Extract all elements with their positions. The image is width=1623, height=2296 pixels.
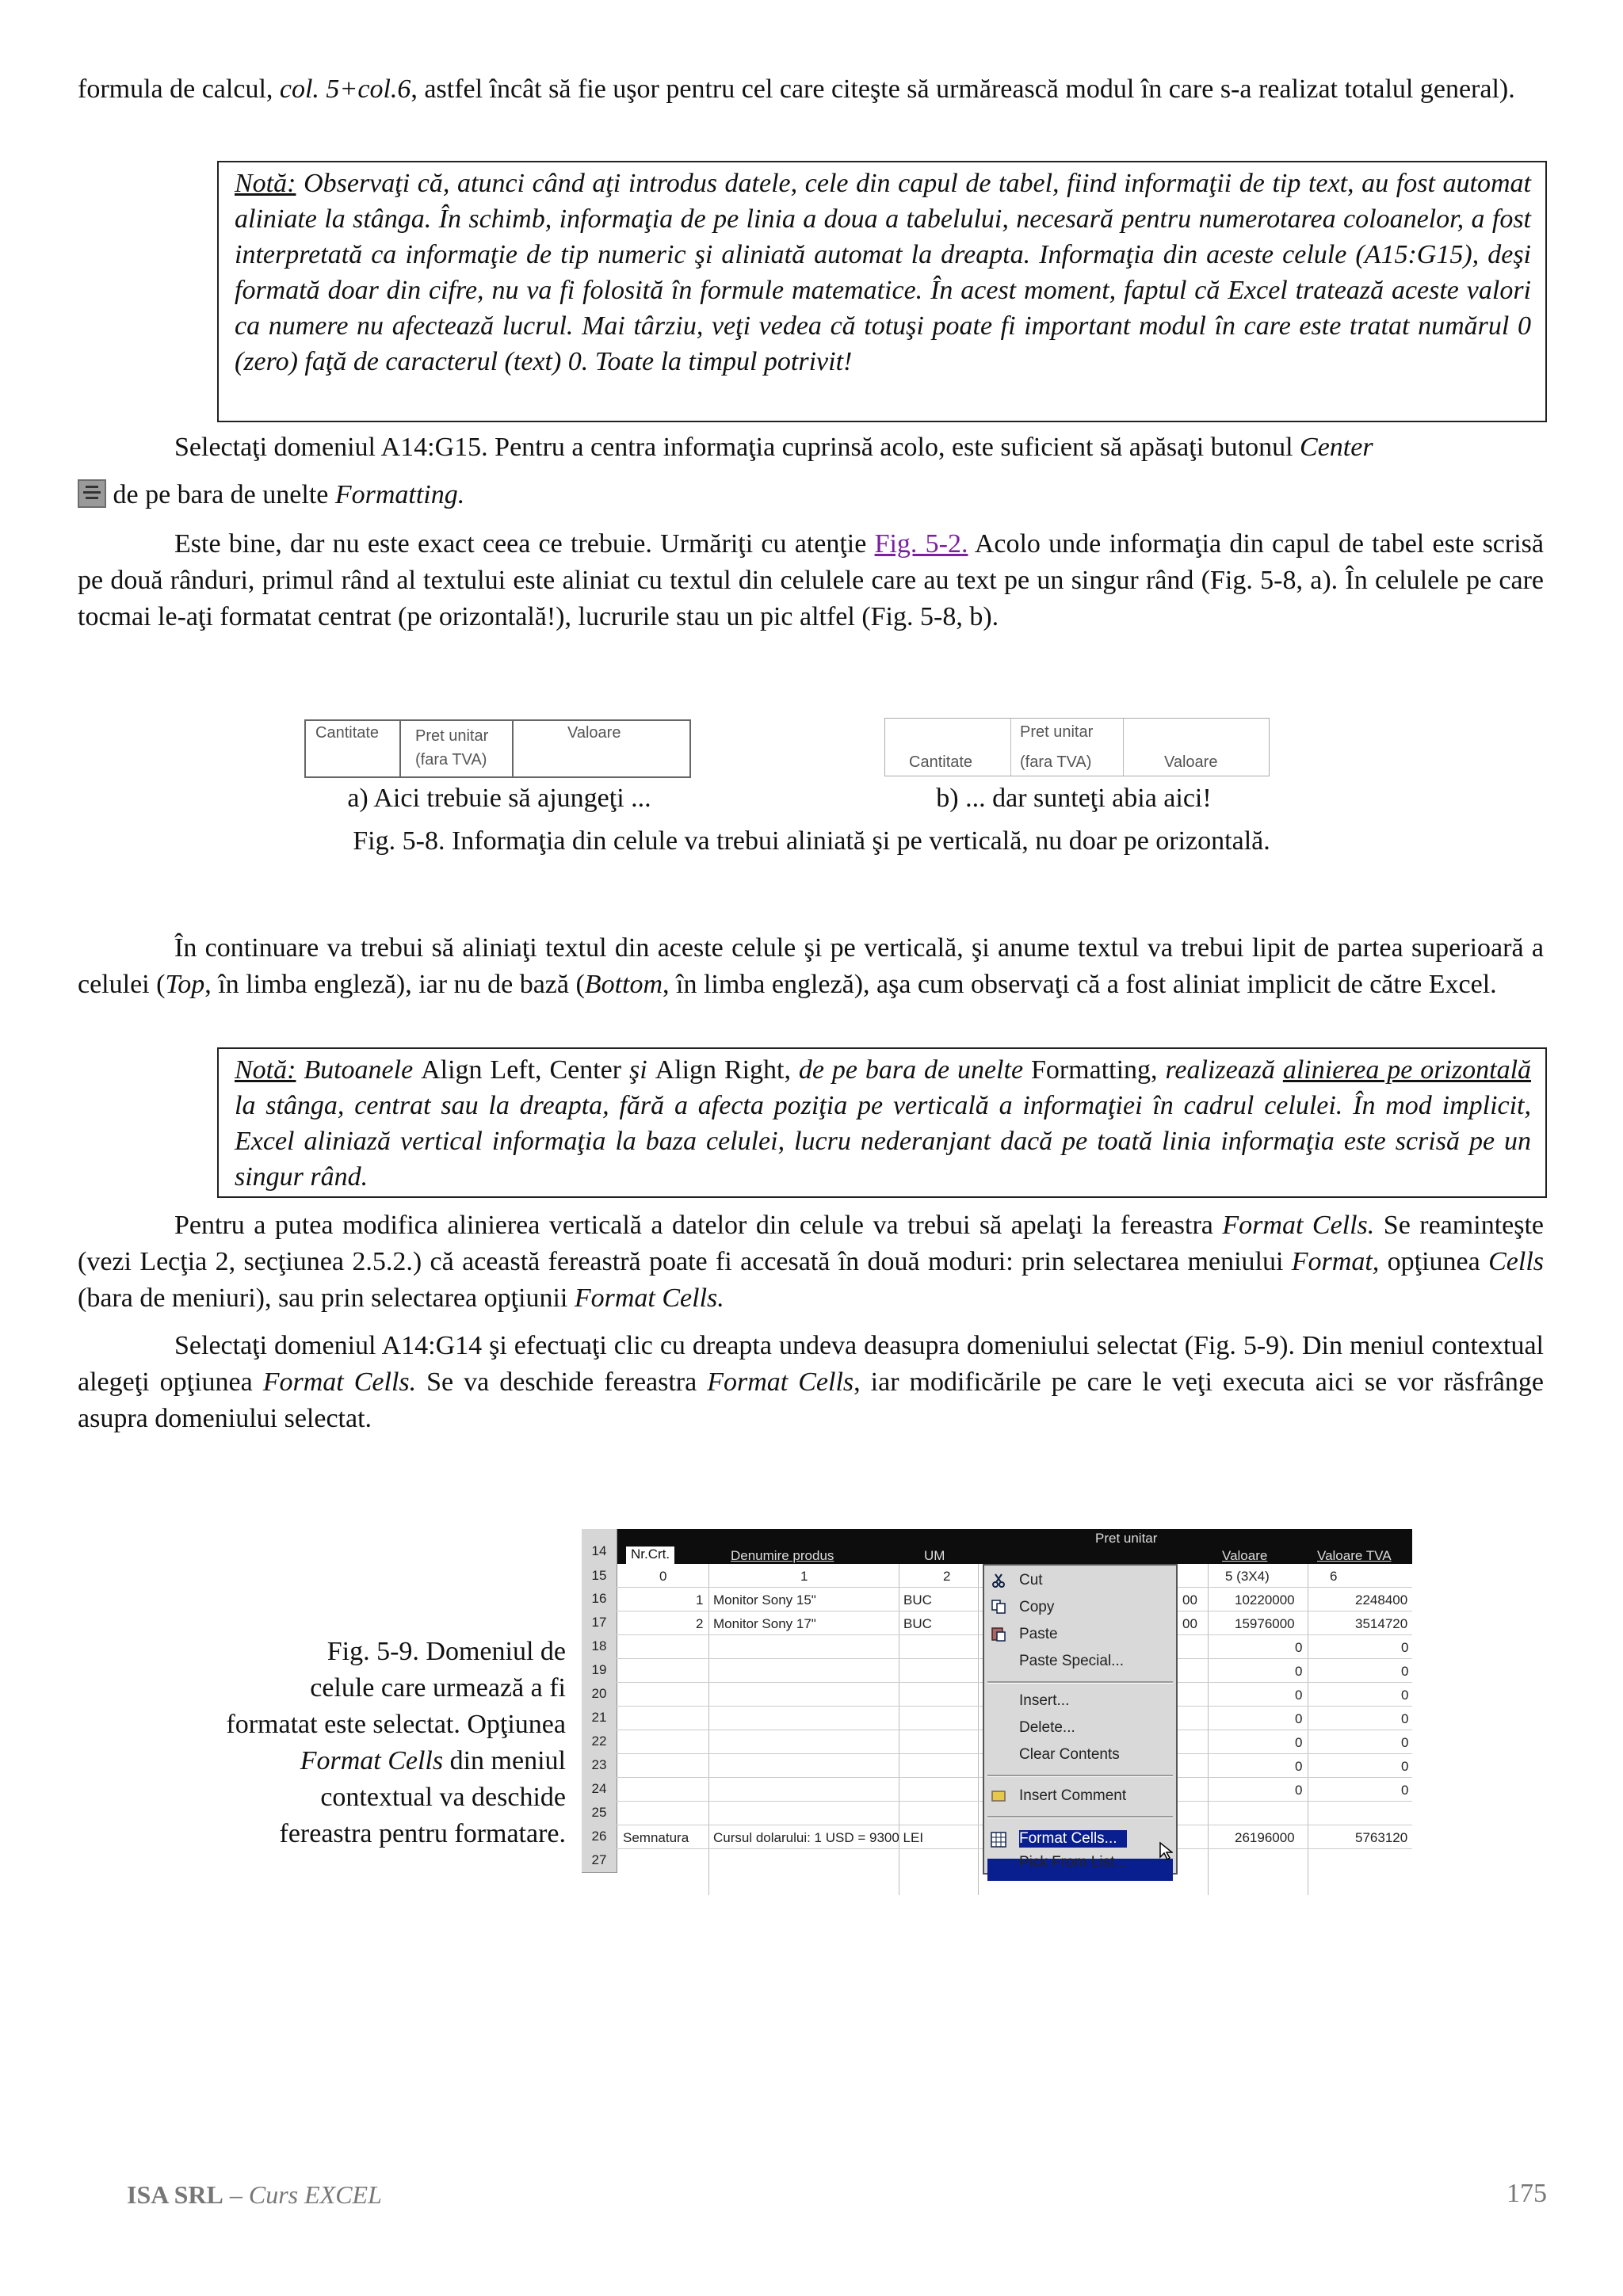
cell[interactable]: 2248400 — [1355, 1592, 1408, 1608]
cell[interactable]: 5 (3X4) — [1225, 1569, 1270, 1584]
text-italic: Format Cells — [707, 1367, 854, 1397]
text: , iar modificările pe care le veţi executa aici se vor răsfrânge asupra domeniului selectat. — [78, 1367, 1544, 1433]
cell-valoare: Valoare — [567, 724, 621, 742]
paragraph-select-range-cont — [78, 477, 1544, 513]
cell[interactable]: 26196000 — [1235, 1830, 1295, 1845]
text: În continuare va trebui să aliniaţi textul din aceste celule şi pe verticală, şi anume textul va trebui lipit de partea superioară a celulei ( — [78, 933, 1544, 999]
cell[interactable]: 0 — [1401, 1783, 1409, 1798]
fig58a-caption: a) Aici trebuie să ajungeţi ... — [347, 784, 651, 813]
caption-line: celule care urmează a fi — [310, 1673, 566, 1703]
insert-comment-icon — [991, 1788, 1006, 1804]
header-pret-unitar: Pret unitar — [1095, 1531, 1158, 1546]
row-header[interactable]: 27 — [582, 1848, 617, 1873]
row-header[interactable]: 19 — [582, 1658, 617, 1683]
text: din meniul — [443, 1746, 566, 1775]
menu-item-pick-from-list[interactable]: Pick From List... — [1019, 1854, 1128, 1871]
cell[interactable]: 0 — [1401, 1711, 1409, 1726]
text: de pe bara de unelte — [106, 480, 335, 509]
row-header[interactable]: 25 — [582, 1801, 617, 1825]
menu-item-insert-comment[interactable]: Insert Comment — [1019, 1787, 1127, 1804]
paste-icon — [991, 1626, 1006, 1642]
cell[interactable]: 0 — [1401, 1688, 1409, 1703]
menu-item-format-cells[interactable]: Format Cells... — [1019, 1830, 1127, 1848]
menu-item-insert[interactable]: Insert... — [1019, 1692, 1070, 1709]
cell[interactable]: 15976000 — [1235, 1616, 1295, 1631]
text-italic: Format Cells. — [1222, 1211, 1375, 1240]
cell-pret-unitar: Pret unitar — [415, 727, 489, 745]
text-italic: Format Cells — [300, 1746, 444, 1775]
text: Selectaţi domeniul A14:G14 şi efectuaţi clic cu dreapta undeva deasupra domeniului selectat (Fig. 5-9). Din meniul contextual alegeţi opţiunea — [78, 1331, 1544, 1397]
menu-item-cut[interactable]: Cut — [1019, 1572, 1043, 1589]
text: formula de calcul, — [78, 74, 280, 104]
caption-line: formatat este selectat. Opţiunea — [226, 1710, 566, 1739]
cell[interactable]: BUC — [903, 1592, 932, 1608]
paragraph-select-range — [78, 429, 1544, 466]
cell-fara-tva: (fara TVA) — [415, 751, 487, 769]
cell-valoare: Valoare — [1164, 753, 1218, 771]
note-text-upright: Align Left, Center — [421, 1055, 622, 1085]
fig58b-caption: b) ... dar sunteţi abia aici! — [936, 784, 1212, 813]
text: Se va deschide fereastra — [416, 1367, 708, 1397]
row-header[interactable]: 23 — [582, 1753, 617, 1778]
header-nr-crt: Nr.Crt. — [626, 1547, 674, 1564]
cell[interactable]: 0 — [1295, 1783, 1303, 1798]
note-label: Notă: — [235, 169, 296, 198]
text: (bara de meniuri), sau prin selectarea opţiunii — [78, 1283, 575, 1313]
text: Se reaminteşte (vezi Lecţia 2, secţiunea 2.5.2.) că această fereastră poate fi accesată în două moduri: prin selectarea meniului — [78, 1211, 1545, 1276]
cell[interactable]: 0 — [659, 1569, 667, 1584]
note-text: Observaţi că, atunci când aţi introdus datele, cele din capul de tabel, fiind informaţii de tip text, au fost automat aliniate la stânga. În schimb, informaţia de pe linia a doua a tabelului, necesară pentru numerotarea coloanelor, a fost interpretată ca informaţie de tip numeric şi aliniată automat la dreapta. Informaţia din aceste celule (A15:G15), deşi formată doar din cifre, nu va fi folosită în formule matematice. În acest moment, faptul că Excel tratează aceste valori ca numere nu afectează lucrul. Mai târziu, veţi vedea că totuşi poate fi important modul în care este tratat numărul 0 (zero) faţă de caracterul (text) 0. Toate la timpul potrivit! — [235, 169, 1531, 376]
header-valoare-tva: Valoare TVA — [1317, 1548, 1392, 1563]
page-number: 175 — [1507, 2179, 1547, 2208]
cell[interactable]: 1 — [696, 1592, 704, 1608]
text-italic: col. 5+col.6 — [279, 74, 411, 104]
text: , astfel încât să fie uşor pentru cel care citeşte să urmărească modul în care s-a realizat totalul general). — [411, 74, 1515, 104]
menu-item-paste[interactable]: Paste — [1019, 1626, 1058, 1642]
note-text: de pe bara de unelte — [790, 1055, 1031, 1085]
header-denumire-produs: Denumire produs — [731, 1548, 834, 1563]
fig59-caption — [158, 1634, 566, 1852]
paragraph-intro — [78, 71, 1544, 108]
row-header[interactable]: 26 — [582, 1825, 617, 1849]
cell[interactable]: 2 — [943, 1569, 951, 1584]
cell[interactable]: Monitor Sony 15" — [713, 1592, 816, 1608]
cell[interactable]: 0 — [1295, 1640, 1303, 1655]
cell-cantitate: Cantitate — [909, 753, 973, 771]
menu-item-clear-contents[interactable]: Clear Contents — [1019, 1746, 1120, 1763]
cell-cantitate: Cantitate — [315, 724, 380, 742]
note-label: Notă: — [235, 1055, 296, 1085]
cell[interactable]: 0 — [1295, 1711, 1303, 1726]
text-italic: Format Cells. — [262, 1367, 417, 1397]
text-italic: Format Cells. — [574, 1283, 724, 1313]
context-menu — [983, 1564, 1178, 1875]
text-italic: Center — [1300, 433, 1373, 462]
menu-item-copy[interactable]: Copy — [1019, 1599, 1055, 1615]
copy-icon — [991, 1599, 1006, 1615]
row-header[interactable]: 14 — [582, 1529, 617, 1565]
cell[interactable]: BUC — [903, 1616, 932, 1631]
cell[interactable]: 0 — [1401, 1735, 1409, 1750]
cell[interactable]: 00 — [1182, 1592, 1197, 1608]
mouse-cursor-icon — [1159, 1841, 1173, 1860]
format-cells-icon — [991, 1832, 1006, 1848]
row-header[interactable]: 16 — [582, 1587, 617, 1611]
row-header[interactable]: 17 — [582, 1611, 617, 1635]
cell[interactable]: 0 — [1295, 1664, 1303, 1679]
cell[interactable]: 5763120 — [1355, 1830, 1408, 1845]
header-um: UM — [924, 1548, 945, 1563]
text-italic: Formatting. — [334, 480, 465, 509]
cut-icon — [991, 1573, 1006, 1589]
cell[interactable]: 2 — [696, 1616, 704, 1631]
text-italic: Cells — [1488, 1247, 1545, 1276]
cell[interactable]: 0 — [1295, 1735, 1303, 1750]
text-italic: Top — [165, 970, 205, 999]
paragraph-context-menu — [78, 1328, 1544, 1437]
row-header[interactable]: 22 — [582, 1730, 617, 1754]
fig58-caption: Fig. 5-8. Informaţia din celule va trebui aliniată şi pe verticală, nu doar pe orizontală. — [353, 826, 1270, 856]
cell[interactable]: 0 — [1295, 1759, 1303, 1774]
row-header[interactable]: 20 — [582, 1682, 617, 1707]
text: , în limba engleză), aşa cum observaţi că a fost aliniat implicit de către Excel. — [663, 970, 1497, 999]
row-header[interactable]: 18 — [582, 1634, 617, 1659]
cell-pret-unitar: Pret unitar — [1020, 723, 1094, 741]
note-text-upright: Align Right, — [655, 1055, 791, 1085]
note-box-1 — [217, 161, 1547, 422]
text: Este bine, dar nu este exact ceea ce trebuie. Urmăriţi cu atenţie — [174, 529, 875, 559]
fig58b-table — [884, 718, 1270, 776]
paragraph-fig52 — [78, 526, 1544, 635]
cell[interactable]: Cursul dolarului: 1 USD = 9300 LEI — [713, 1830, 924, 1845]
caption-line: fereastra pentru formatare. — [279, 1819, 566, 1848]
cell[interactable]: 0 — [1401, 1640, 1409, 1655]
fig58a-table — [304, 719, 691, 778]
paragraph-format-cells — [78, 1207, 1544, 1317]
footer-course: – Curs EXCEL — [223, 2180, 382, 2209]
footer-brand — [127, 2180, 382, 2210]
text: Acolo unde informaţia din capul de tabel este scrisă pe două rânduri, primul rând al textului este aliniat cu textul din celulele care au text pe un singur rând (Fig. 5-8, a). În celulele pe care tocmai le-aţi formatat centrat (pe orizontală!), lucrurile stau un pic altfel (Fig. 5-8, b). — [78, 529, 1544, 631]
center-align-icon — [78, 479, 106, 508]
note-text: la stânga, centrat sau la dreapta, fără a afecta poziţia pe verticală a informaţiei în cadrul celulei. În mod implicit, Excel aliniază vertical informaţia la baza celulei, lucru nederanjant dacă pe toată linia informaţia este scrisă pe un singur rând. — [235, 1091, 1531, 1192]
text: opţiunea — [1379, 1247, 1489, 1276]
text: Selectaţi domeniul A14:G15. Pentru a centra informaţia cuprinsă acolo, este suficient să apăsaţi butonul — [174, 433, 1300, 462]
cell[interactable]: Monitor Sony 17" — [713, 1616, 816, 1631]
text: Pentru a putea modifica alinierea verticală a datelor din celule va trebui să apelaţi la fereastra — [174, 1211, 1223, 1240]
fig-5-2-link[interactable]: Fig. 5-2. — [874, 529, 968, 559]
caption-line — [158, 1743, 566, 1779]
row-header[interactable]: 15 — [582, 1564, 617, 1588]
note-text: şi — [621, 1055, 655, 1085]
cell[interactable]: 3514720 — [1355, 1616, 1408, 1631]
cell[interactable]: 0 — [1295, 1688, 1303, 1703]
cell[interactable]: 10220000 — [1235, 1592, 1295, 1608]
text: , în limba engleză), iar nu de bază ( — [204, 970, 585, 999]
note-text-upright: Formatting, — [1030, 1055, 1158, 1085]
footer-company: ISA SRL — [127, 2180, 223, 2209]
menu-item-paste-special[interactable]: Paste Special... — [1019, 1653, 1125, 1669]
cell-fara-tva: (fara TVA) — [1020, 753, 1092, 771]
menu-item-delete[interactable]: Delete... — [1019, 1719, 1075, 1736]
note-text: realizează — [1157, 1055, 1283, 1085]
paragraph-vertical-align — [78, 930, 1544, 1003]
cell[interactable]: Semnatura — [623, 1830, 689, 1845]
cell[interactable]: 1 — [800, 1569, 808, 1584]
note-text-underlined: alinierea pe orizontală — [1282, 1055, 1532, 1085]
text-italic: Format, — [1291, 1247, 1380, 1276]
cell[interactable]: 00 — [1182, 1616, 1197, 1631]
cell[interactable]: 6 — [1330, 1569, 1338, 1584]
text-italic: Bottom — [584, 970, 663, 999]
header-valoare: Valoare — [1222, 1548, 1268, 1563]
caption-line: Fig. 5-9. Domeniul de — [327, 1637, 566, 1666]
excel-screenshot — [582, 1529, 1412, 1895]
caption-line: contextual va deschide — [320, 1783, 566, 1812]
row-header[interactable]: 24 — [582, 1777, 617, 1802]
cell[interactable]: 0 — [1401, 1664, 1409, 1679]
cell[interactable]: 0 — [1401, 1759, 1409, 1774]
note-box-2 — [217, 1047, 1547, 1198]
note-text: Butoanele — [296, 1055, 422, 1085]
row-header[interactable]: 21 — [582, 1706, 617, 1730]
